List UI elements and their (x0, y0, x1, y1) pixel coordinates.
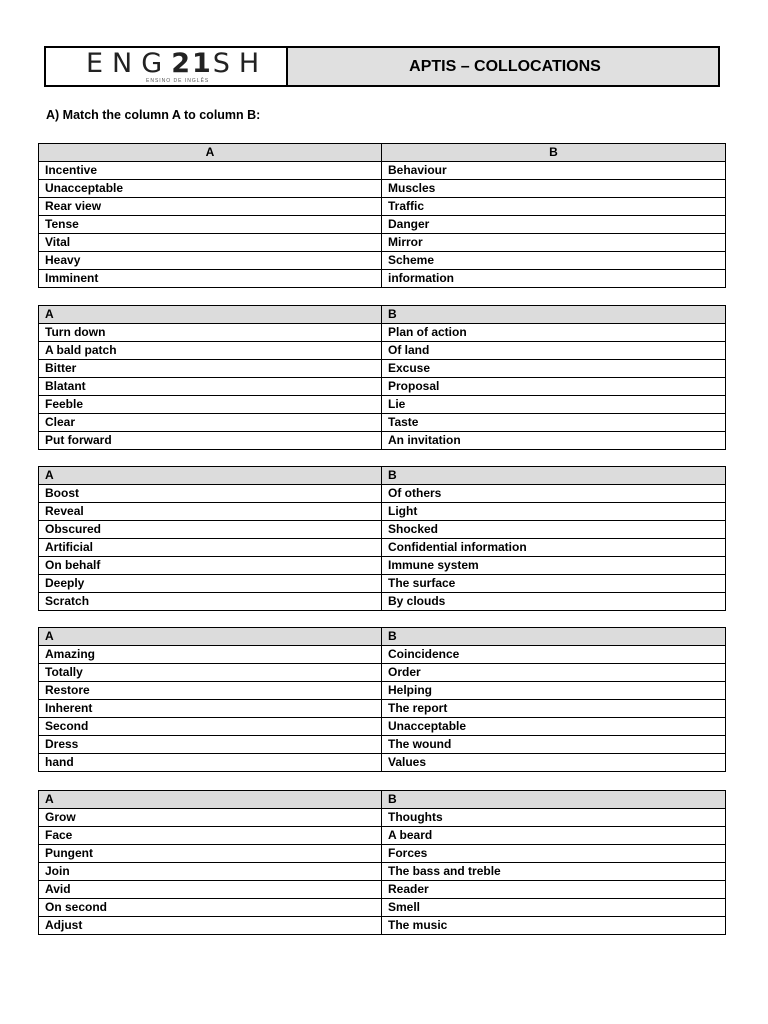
table-row (39, 682, 726, 700)
table-row (39, 881, 726, 899)
column-a-cell: Face (39, 827, 382, 845)
column-b-header: B (382, 467, 726, 485)
table-row (39, 234, 726, 252)
table-row (39, 593, 726, 611)
column-a-cell: Vital (39, 234, 382, 252)
column-a-cell: Imminent (39, 270, 382, 288)
column-b-cell: Forces (382, 845, 726, 863)
column-b-cell: Behaviour (382, 162, 726, 180)
table-row (39, 414, 726, 432)
table-row (39, 718, 726, 736)
table-row (39, 809, 726, 827)
column-a-header: A (39, 306, 382, 324)
table-row (39, 162, 726, 180)
column-a-cell: Heavy (39, 252, 382, 270)
column-a-cell: Blatant (39, 378, 382, 396)
column-b-header: B (382, 791, 726, 809)
column-a-header: A (39, 144, 382, 162)
collocation-table (38, 143, 726, 288)
column-b-cell: The bass and treble (382, 863, 726, 881)
table-row (39, 539, 726, 557)
column-b-cell: Immune system (382, 557, 726, 575)
table-row (39, 216, 726, 234)
table-row (39, 432, 726, 450)
column-b-cell: Lie (382, 396, 726, 414)
table-row (39, 180, 726, 198)
table-row (39, 827, 726, 845)
column-a-cell: Inherent (39, 700, 382, 718)
exercise-instruction: A) Match the column A to column B: (46, 108, 261, 122)
logo-wordmark (86, 48, 268, 79)
column-b-cell: Shocked (382, 521, 726, 539)
column-a-cell: Dress (39, 736, 382, 754)
page-title: APTIS – COLLOCATIONS (288, 48, 718, 85)
column-a-cell: Rear view (39, 198, 382, 216)
column-b-cell: Taste (382, 414, 726, 432)
table-row (39, 845, 726, 863)
table-row (39, 252, 726, 270)
table-row (39, 557, 726, 575)
table-row (39, 270, 726, 288)
collocation-table (38, 466, 726, 611)
column-a-cell: Deeply (39, 575, 382, 593)
column-b-cell: Helping (382, 682, 726, 700)
table-row (39, 324, 726, 342)
column-a-cell: Put forward (39, 432, 382, 450)
column-a-header: A (39, 628, 382, 646)
column-b-cell: Confidential information (382, 539, 726, 557)
column-b-cell: An invitation (382, 432, 726, 450)
table-header-row (39, 628, 726, 646)
column-a-cell: Obscured (39, 521, 382, 539)
column-a-cell: Unacceptable (39, 180, 382, 198)
table-row (39, 360, 726, 378)
table-row (39, 863, 726, 881)
table-row (39, 396, 726, 414)
table-row (39, 575, 726, 593)
column-b-cell: Values (382, 754, 726, 772)
column-a-cell: Tense (39, 216, 382, 234)
column-a-cell: Second (39, 718, 382, 736)
column-a-cell: Pungent (39, 845, 382, 863)
column-a-cell: Artificial (39, 539, 382, 557)
column-a-cell: Scratch (39, 593, 382, 611)
table-row (39, 917, 726, 935)
column-b-cell: Of land (382, 342, 726, 360)
column-b-cell: Muscles (382, 180, 726, 198)
table-header-row (39, 144, 726, 162)
column-a-cell: Avid (39, 881, 382, 899)
column-b-cell: The surface (382, 575, 726, 593)
column-b-header: B (382, 306, 726, 324)
column-a-cell: Adjust (39, 917, 382, 935)
column-b-cell: Light (382, 503, 726, 521)
collocation-table (38, 790, 726, 935)
column-b-cell: Thoughts (382, 809, 726, 827)
column-a-cell: Grow (39, 809, 382, 827)
column-b-cell: Proposal (382, 378, 726, 396)
column-b-cell: Smell (382, 899, 726, 917)
column-b-cell: Coincidence (382, 646, 726, 664)
column-a-cell: On behalf (39, 557, 382, 575)
column-b-cell: The wound (382, 736, 726, 754)
table-header-row (39, 791, 726, 809)
logo-text-part-a: ENG (86, 48, 172, 79)
column-a-cell: Bitter (39, 360, 382, 378)
table-row (39, 342, 726, 360)
table-row (39, 899, 726, 917)
column-a-cell: hand (39, 754, 382, 772)
column-a-cell: Feeble (39, 396, 382, 414)
english21-logo (46, 48, 288, 85)
column-a-cell: Amazing (39, 646, 382, 664)
column-b-cell: The music (382, 917, 726, 935)
table-row (39, 485, 726, 503)
column-b-cell: Traffic (382, 198, 726, 216)
column-a-cell: Reveal (39, 503, 382, 521)
column-a-cell: Turn down (39, 324, 382, 342)
column-b-cell: Mirror (382, 234, 726, 252)
column-b-cell: Excuse (382, 360, 726, 378)
table-row (39, 646, 726, 664)
table-row (39, 378, 726, 396)
column-b-header: B (382, 628, 726, 646)
column-b-cell: The report (382, 700, 726, 718)
column-b-cell: Reader (382, 881, 726, 899)
column-a-cell: A bald patch (39, 342, 382, 360)
table-row (39, 754, 726, 772)
column-b-cell: Plan of action (382, 324, 726, 342)
table-row (39, 198, 726, 216)
column-b-cell: Scheme (382, 252, 726, 270)
column-a-cell: Clear (39, 414, 382, 432)
column-b-cell: A beard (382, 827, 726, 845)
column-b-cell: information (382, 270, 726, 288)
column-a-cell: Incentive (39, 162, 382, 180)
table-row (39, 700, 726, 718)
table-row (39, 503, 726, 521)
column-a-header: A (39, 467, 382, 485)
column-a-header: A (39, 791, 382, 809)
column-a-cell: Join (39, 863, 382, 881)
table-header-row (39, 467, 726, 485)
column-b-cell: Danger (382, 216, 726, 234)
table-header-row (39, 306, 726, 324)
column-b-cell: Of others (382, 485, 726, 503)
logo-subtitle: ENSINO DE INGLÊS (146, 78, 210, 84)
column-b-cell: Unacceptable (382, 718, 726, 736)
column-a-cell: Restore (39, 682, 382, 700)
table-row (39, 521, 726, 539)
collocation-table (38, 305, 726, 450)
logo-text-part-c: SH (212, 48, 269, 79)
table-row (39, 736, 726, 754)
column-b-cell: Order (382, 664, 726, 682)
column-a-cell: On second (39, 899, 382, 917)
logo-text-part-b: 21 (171, 48, 213, 79)
column-b-cell: By clouds (382, 593, 726, 611)
collocation-table (38, 627, 726, 772)
table-row (39, 664, 726, 682)
worksheet-header (44, 46, 720, 87)
column-a-cell: Totally (39, 664, 382, 682)
column-b-header: B (382, 144, 726, 162)
column-a-cell: Boost (39, 485, 382, 503)
